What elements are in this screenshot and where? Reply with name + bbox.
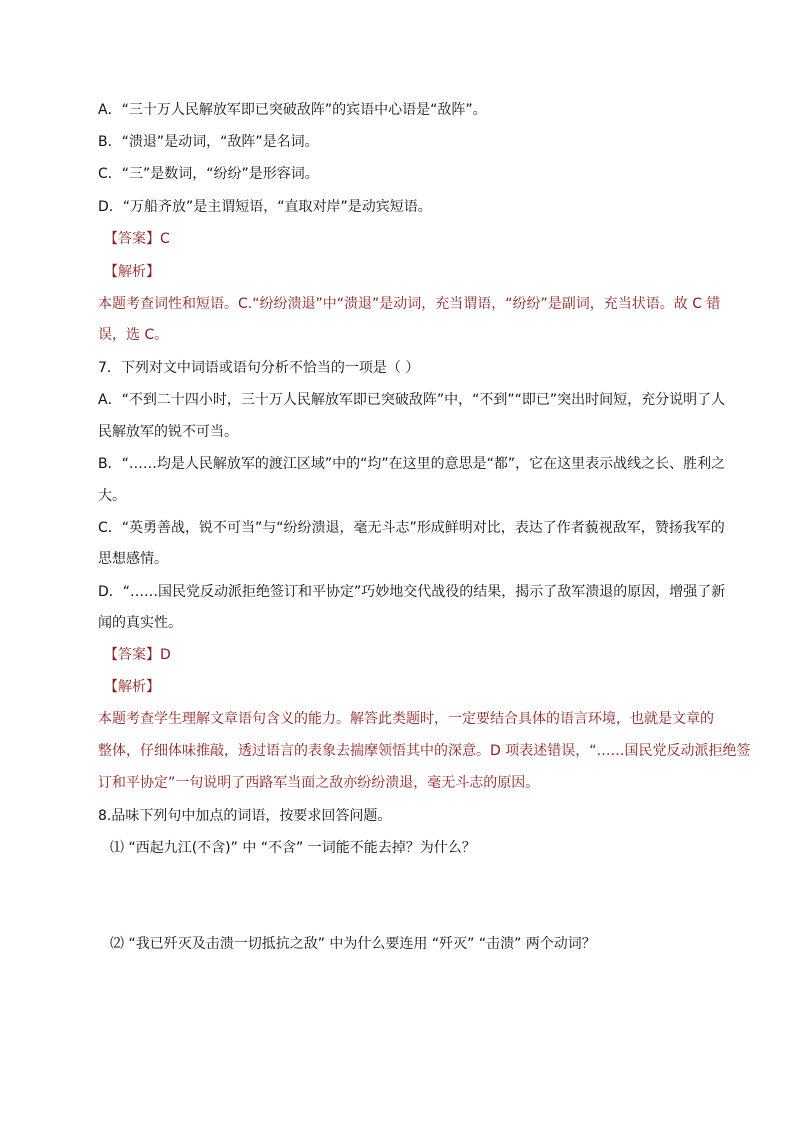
q6-option-a: A．“三十万人民解放军即已突破敌阵”的宾语中心语是“敌阵”。 xyxy=(98,102,487,118)
q6-analysis-label: 【解析】 xyxy=(104,264,160,280)
q7-option-a-line-2: 民解放军的锐不可当。 xyxy=(98,424,238,440)
q8-sub-question-1: ⑴ “西起九江(不含)” 中 “不含” 一词能不能去掉？为什么？ xyxy=(110,840,476,856)
q7-analysis-line-2: 整体，仔细体味推敲，透过语言的表象去揣摩领悟其中的深意。D 项表述错误，“……国民党反动派拒绝签 xyxy=(98,743,751,759)
q7-option-d-line-1: D．“……国民党反动派拒绝签订和平协定”巧妙地交代战役的结果，揭示了敌军溃退的原因，增强了新 xyxy=(98,584,726,600)
q8-stem: 8.品味下列句中加点的词语，按要求回答问题。 xyxy=(98,808,392,824)
q6-analysis-line-1: 本题考查词性和短语。C.“纷纷溃退”中“溃退”是动词，充当谓语，“纷纷”是副词，充当状语。故 C 错 xyxy=(98,296,721,312)
q8-sub-question-2: ⑵ “我已歼灭及击溃一切抵抗之敌” 中为什么要连用 “歼灭” “击溃” 两个动词？ xyxy=(110,936,596,952)
q6-option-c: C．“三”是数词，“纷纷”是形容词。 xyxy=(98,166,319,182)
q6-option-d: D．“万船齐放”是主谓短语，“直取对岸”是动宾短语。 xyxy=(98,199,432,215)
q7-option-a-line-1: A．“不到二十四小时，三十万人民解放军即已突破敌阵”中，“不到”“即已”突出时间短，充分说明了人 xyxy=(98,392,726,408)
q7-option-d-line-2: 闻的真实性。 xyxy=(98,615,182,631)
q7-answer: 【答案】D xyxy=(104,647,171,663)
q7-option-c-line-1: C．“英勇善战，锐不可当”与“纷纷溃退，毫无斗志”形成鲜明对比，表达了作者藐视敌军，赞扬我军的 xyxy=(98,520,725,536)
q7-option-b-line-2: 大。 xyxy=(98,488,126,504)
q7-stem: 7．下列对文中词语或语句分析不恰当的一项是（ ） xyxy=(98,360,420,376)
q7-analysis-label: 【解析】 xyxy=(104,679,160,695)
q7-analysis-line-3: 订和平协定”一句说明了西路军当面之敌亦纷纷溃退，毫无斗志的原因。 xyxy=(98,775,540,791)
q6-answer: 【答案】C xyxy=(104,231,170,247)
q6-option-b: B．“溃退”是动词，“敌阵”是名词。 xyxy=(98,134,319,150)
q6-analysis-line-2: 误，选 C。 xyxy=(98,327,169,343)
q7-option-c-line-2: 思想感情。 xyxy=(98,551,168,567)
q7-option-b-line-1: B．“……均是人民解放军的渡江区域”中的“均”在这里的意思是“都”，它在这里表示战线之长、胜利之 xyxy=(98,456,726,472)
q7-analysis-line-1: 本题考查学生理解文章语句含义的能力。解答此类题时，一定要结合具体的语言环境，也就是文章的 xyxy=(98,711,714,727)
